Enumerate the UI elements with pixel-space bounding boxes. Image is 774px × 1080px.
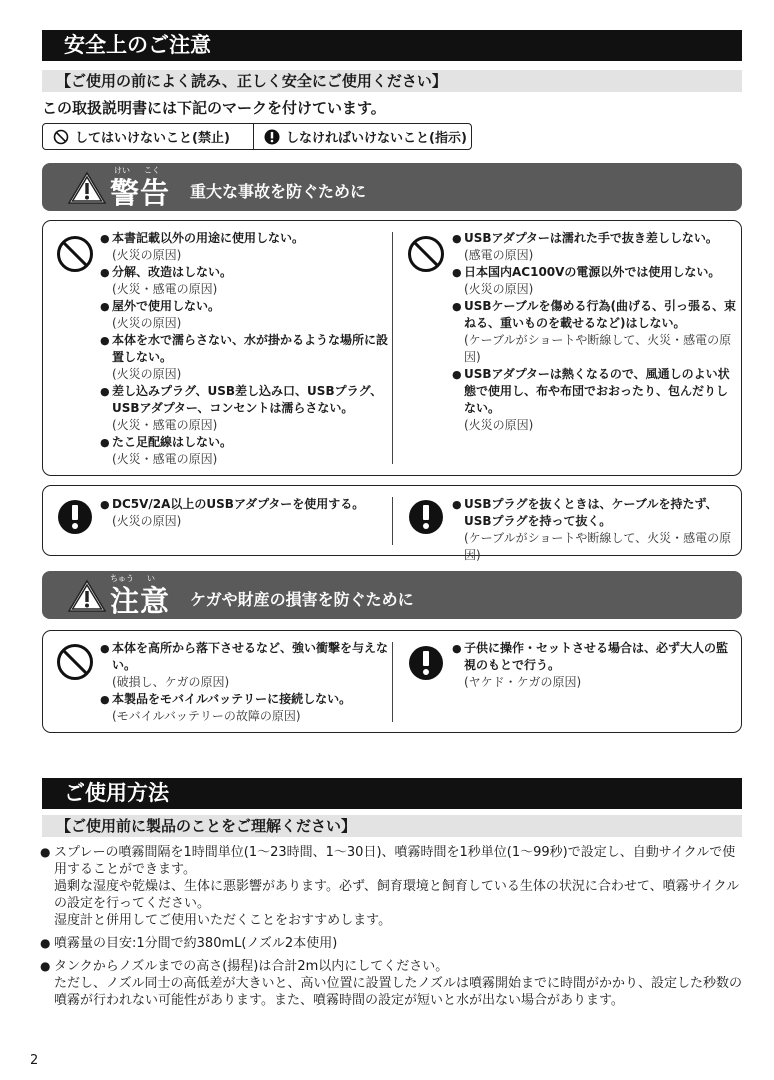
instruct-icon: [264, 129, 280, 145]
usage-subtitle: 【ご使用前に製品のことをご理解ください】: [42, 815, 742, 837]
prohibit-icon: [55, 234, 95, 274]
caution-prohibit-left-list: [100, 640, 388, 725]
safety-item: ● 差し込みプラグ、USB差し込み口、USBプラグ、USBアダプター、コンセントは濡らさない。: [100, 383, 388, 417]
warning-triangle-icon: [67, 171, 107, 205]
usage-point-1: ● スプレーの噴霧間隔を1時間単位(1〜23時間、1〜30日)、噴霧時間を1秒単位(1〜99秒)で設定し、自動サイクルで使用することができます。: [40, 844, 746, 878]
warning-ruby-1: けい: [114, 166, 130, 175]
safety-item-cause: (ヤケド・ケガの原因): [464, 675, 582, 689]
instruct-icon: [57, 499, 93, 535]
safety-item-cause: (モバイルバッテリーの故障の原因): [112, 709, 301, 723]
usage-point-3: ● タンクからノズルまでの高さ(揚程)は合計2m以内にしてください。: [40, 958, 746, 975]
safety-item: ● 本製品をモバイルバッテリーに接続しない。: [100, 691, 388, 708]
safety-subtitle: 【ご使用の前によく読み、正しく安全にご使用ください】: [42, 70, 742, 92]
safety-item: ● 本体を水で濡らさない、水が掛かるような場所に設置しない。: [100, 332, 388, 366]
safety-item: ● USBアダプターは濡れた手で抜き差ししない。: [452, 230, 736, 247]
page-number: 2: [30, 1053, 39, 1068]
usage-point-1-tip: 湿度計と併用してご使用いただくことをおすすめします。: [54, 913, 392, 928]
column-divider: [392, 642, 393, 722]
safety-item: ● 屋外で使用しない。: [100, 298, 388, 315]
warning-prohibit-right-list: [452, 230, 736, 434]
safety-item: ● USBプラグを抜くときは、ケーブルを持たず、USBプラグを持って抜く。: [452, 496, 736, 530]
safety-item-cause: (火災の原因): [112, 514, 182, 528]
safety-item-cause: (火災の原因): [464, 418, 534, 432]
caution-ruby-2: い: [147, 574, 155, 583]
usage-point-2: ● 噴霧量の目安:1分間で約380mL(ノズル2本使用): [40, 935, 746, 952]
usage-section-title: ご使用方法: [42, 778, 742, 809]
safety-item-cause: (感電の原因): [464, 248, 534, 262]
safety-item: ● 分解、改造はしない。: [100, 264, 388, 281]
prohibit-icon: [53, 129, 69, 145]
caution-subtitle: ケガや財産の損害を防ぐために: [190, 590, 414, 609]
safety-item: ● たこ足配線はしない。: [100, 434, 388, 451]
safety-section-title: 安全上のご注意: [42, 30, 742, 61]
prohibit-icon: [55, 642, 95, 682]
warning-subtitle: 重大な事故を防ぐために: [190, 182, 367, 201]
column-divider: [392, 497, 393, 545]
marks-legend: [42, 123, 472, 150]
safety-item: ● USBアダプターは熱くなるので、風通しのよい状態で使用し、布や布団でおおったり、包んだりしない。: [452, 366, 736, 417]
caution-word: 注意: [110, 584, 171, 618]
safety-item: ● 本書記載以外の用途に使用しない。: [100, 230, 388, 247]
usage-body: [40, 844, 746, 1009]
column-divider: [392, 232, 393, 464]
caution-banner: [42, 571, 742, 619]
caution-triangle-icon: [67, 579, 107, 613]
safety-item-cause: (火災の原因): [112, 316, 182, 330]
instruct-icon: [408, 499, 444, 535]
warning-instruct-right-list: [452, 496, 736, 564]
safety-item-cause: (火災・感電の原因): [112, 452, 218, 466]
safety-item: ● DC5V/2A以上のUSBアダプターを使用する。: [100, 496, 388, 513]
safety-item-cause: (ケーブルがショートや断線して、火災・感電の原因): [464, 333, 732, 364]
safety-item: ● 子供に操作・セットさせる場合は、必ず大人の監視のもとで行う。: [452, 640, 736, 674]
mark-prohibit: [43, 124, 253, 149]
warning-prohibit-left-list: [100, 230, 388, 468]
safety-item-cause: (火災の原因): [464, 282, 534, 296]
safety-item-cause: (火災の原因): [112, 248, 182, 262]
mark-instruct: [253, 124, 471, 149]
marks-intro: この取扱説明書には下記のマークを付けています。: [42, 99, 386, 117]
safety-item-cause: (火災・感電の原因): [112, 282, 218, 296]
safety-item-cause: (火災・感電の原因): [112, 418, 218, 432]
safety-item-cause: (火災の原因): [112, 367, 182, 381]
warning-ruby-2: こく: [144, 166, 160, 175]
warning-word: 警告: [110, 176, 171, 210]
instruct-icon: [408, 645, 444, 681]
safety-item: ● USBケーブルを傷める行為(曲げる、引っ張る、束ねる、重いものを載せるなど)はしない。: [452, 298, 736, 332]
usage-point-1-note: 過剰な湿度や乾燥は、生体に悪影響があります。必ず、飼育環境と飼育している生体の状況に合わせて、噴霧サイクルの設定を行ってください。: [54, 879, 740, 911]
usage-point-3-note: ただし、ノズル同士の高低差が大きいと、高い位置に設置したノズルは噴霧開始までに時間がかかり、設定した秒数の噴霧が行われない可能性があります。また、噴霧時間の設定が短いと水が出ない場合があります。: [54, 976, 742, 1008]
caution-instruct-right-list: [452, 640, 736, 691]
mark-prohibit-label: してはいけないこと(禁止): [75, 131, 230, 146]
safety-item-cause: (破損し、ケガの原因): [112, 675, 230, 689]
caution-ruby-1: ちゅう: [110, 574, 134, 583]
safety-item: ● 本体を高所から落下させるなど、強い衝撃を与えない。: [100, 640, 388, 674]
prohibit-icon: [406, 234, 446, 274]
warning-banner: [42, 163, 742, 211]
safety-item-cause: (ケーブルがショートや断線して、火災・感電の原因): [464, 531, 732, 562]
warning-instruct-left-list: [100, 496, 388, 530]
safety-item: ● 日本国内AC100Vの電源以外では使用しない。: [452, 264, 736, 281]
mark-instruct-label: しなければいけないこと(指示): [286, 131, 467, 146]
